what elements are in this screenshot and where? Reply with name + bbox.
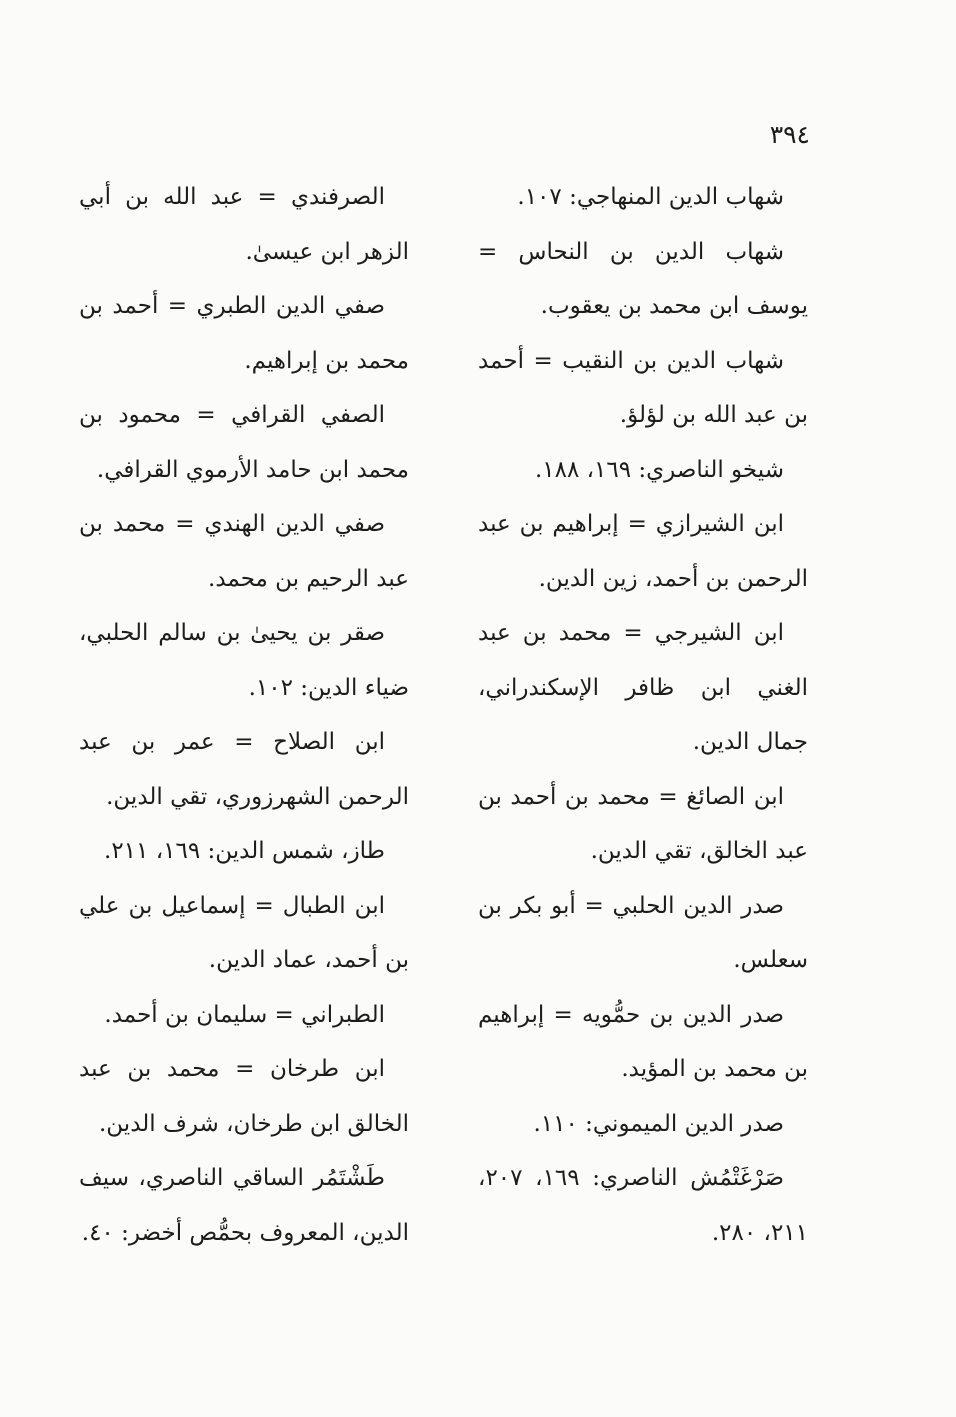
index-entry: طاز، شمس الدين: ١٦٩، ٢١١.: [104, 838, 385, 864]
index-entry: ابن الشيرجي = محمد بن عبد الغني ابن ظافر الإسكندراني، جمال الدين.: [478, 620, 808, 755]
index-entry: شهاب الدين المنهاجي: ١٠٧.: [517, 184, 784, 210]
index-entry: الصفي القرافي = محمود بن محمد ابن حامد الأرموي القرافي.: [79, 402, 409, 483]
index-entry: ابن الصلاح = عمر بن عبد الرحمن الشهرزوري، تقي الدين.: [79, 729, 409, 810]
index-entry: الصرفندي = عبد الله بن أبي الزهر ابن عيسىٰ.: [79, 184, 409, 265]
index-entry: صفي الدين الطبري = أحمد بن محمد بن إبراهيم.: [79, 293, 409, 374]
index-entry: صقر بن يحيىٰ بن سالم الحلبي، ضياء الدين: ١٠٢.: [79, 620, 409, 701]
index-entry: الطبراني = سليمان بن أحمد.: [104, 1001, 385, 1028]
page-number: ٣٩٤: [769, 120, 810, 149]
index-column-left: [79, 170, 409, 1260]
index-column-right: [478, 170, 808, 1260]
index-entry: صدر الدين بن حمُّويه = إبراهيم بن محمد بن المؤيد.: [478, 1001, 808, 1082]
index-entry: صدر الدين الميموني: ١١٠.: [533, 1110, 784, 1137]
index-entry: ابن الصائغ = محمد بن أحمد بن عبد الخالق، تقي الدين.: [478, 783, 808, 864]
index-entry: ابن طرخان = محمد بن عبد الخالق ابن طرخان، شرف الدين.: [79, 1056, 409, 1137]
index-entry: ابن الطبال = إسماعيل بن علي بن أحمد، عماد الدين.: [79, 892, 409, 973]
index-entry: طَشْتَمُر الساقي الناصري، سيف الدين، المعروف بحمُّص أخضر: ٤٠.: [79, 1165, 409, 1246]
index-entry: صَرْغَتْمُش الناصري: ١٦٩، ٢٠٧، ٢١١، ٢٨٠.: [478, 1165, 808, 1246]
index-entry: صدر الدين الحلبي = أبو بكر بن سعلس.: [478, 892, 808, 973]
index-entry: شهاب الدين بن النقيب = أحمد بن عبد الله بن لؤلؤ.: [478, 347, 808, 428]
index-entry: ابن الشيرازي = إبراهيم بن عبد الرحمن بن أحمد، زين الدين.: [478, 511, 808, 592]
index-entry: شيخو الناصري: ١٦٩، ١٨٨.: [534, 456, 784, 483]
index-entry: صفي الدين الهندي = محمد بن عبد الرحيم بن محمد.: [79, 511, 409, 592]
index-entry: شهاب الدين بن النحاس = يوسف ابن محمد بن يعقوب.: [478, 238, 808, 319]
